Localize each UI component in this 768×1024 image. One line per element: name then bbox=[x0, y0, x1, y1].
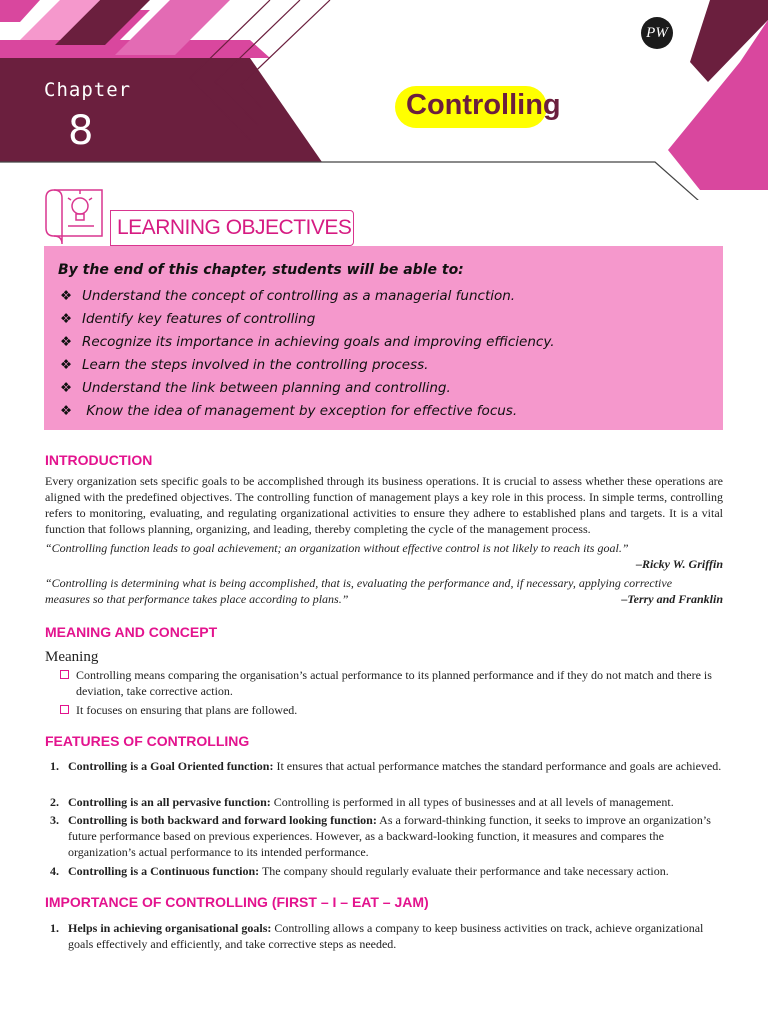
objective-item: ❖ Recognize its importance in achieving goals and improving efficiency. bbox=[60, 334, 555, 350]
chapter-number: 8 bbox=[68, 108, 94, 154]
objective-item: ❖ Understand the link between planning and controlling. bbox=[60, 380, 451, 396]
chapter-label: Chapter bbox=[44, 79, 132, 101]
terry-quote-line1: “Controlling is determining what is being accomplished, that is, evaluating the performance and, if necessary, applying corrective bbox=[45, 576, 673, 590]
diamond-bullet-icon: ❖ bbox=[60, 311, 73, 327]
feature-item: 2. Controlling is an all pervasive function: Controlling is performed in all types of businesses and at all levels of management. bbox=[50, 795, 674, 809]
chapter-title: Controlling bbox=[406, 89, 561, 121]
feature-item: 3. Controlling is both backward and forward looking function: As a forward-thinking function, it seeks to improve an organization’s future performance based on previous experiences. However, as a backward-looking function, it measures and compares the organization’s actual performance to its intended performance. bbox=[50, 813, 711, 859]
objectives-intro: By the end of this chapter, students will be able to: bbox=[58, 262, 464, 278]
objective-item: ❖ Learn the steps involved in the controlling process. bbox=[60, 357, 429, 373]
griffin-quote: “Controlling function leads to goal achievement; an organization without effective control is not likely to reach its goal.” bbox=[45, 541, 629, 555]
page-frame bbox=[0, 162, 768, 200]
objective-item: ❖ Identify key features of controlling bbox=[60, 311, 316, 327]
features-heading: FEATURES OF CONTROLLING bbox=[45, 733, 250, 749]
diamond-bullet-icon: ❖ bbox=[60, 380, 73, 396]
pink-tab bbox=[0, 0, 40, 22]
feature-item: 4. Controlling is a Continuous function: The company should regularly evaluate their performance and take necessary action. bbox=[50, 864, 669, 878]
square-bullet-icon bbox=[60, 670, 69, 679]
meaning-heading: MEANING AND CONCEPT bbox=[45, 624, 218, 640]
griffin-attribution: –Ricky W. Griffin bbox=[635, 557, 723, 571]
meaning-subheading: Meaning bbox=[45, 649, 99, 665]
diamond-bullet-icon: ❖ bbox=[60, 334, 73, 350]
meaning-bullet: It focuses on ensuring that plans are followed. bbox=[60, 702, 723, 718]
objective-item: ❖ Understand the concept of controlling as a managerial function. bbox=[60, 288, 516, 304]
objectives-heading: LEARNING OBJECTIVES bbox=[117, 216, 352, 239]
maroon-banner bbox=[0, 58, 322, 162]
diamond-bullet-icon: ❖ bbox=[60, 288, 73, 304]
introduction-heading: INTRODUCTION bbox=[45, 452, 153, 468]
importance-heading: IMPORTANCE OF CONTROLLING (FIRST – I – EAT – JAM) bbox=[45, 894, 429, 910]
bulb-scroll-icon bbox=[42, 184, 112, 248]
diamond-bullet-icon: ❖ bbox=[60, 357, 73, 373]
feature-item: 1. Controlling is a Goal Oriented function: It ensures that actual performance matches the standard performance and goals are achieved. bbox=[50, 759, 722, 773]
terry-quote-line2: measures so that performance takes place according to plans.” bbox=[45, 592, 349, 606]
objective-item: ❖ Know the idea of management by exception for effective focus. bbox=[60, 403, 518, 419]
meaning-bullet: Controlling means comparing the organisation’s actual performance to its planned performance and if they do not match and there is deviation, take corrective action. bbox=[60, 667, 723, 699]
importance-item: 1. Helps in achieving organisational goals: Controlling allows a company to keep business activities on track, achieve organizational goals effectively and efficiently, and take corrective steps as needed. bbox=[50, 921, 704, 951]
diamond-bullet-icon: ❖ bbox=[60, 403, 73, 419]
introduction-paragraph: Every organization sets specific goals to be accomplished through its business operations. It is crucial to assess whether these operations are aligned with the predefined objectives. The controlling function of management plays a key role in this process. In simple terms, controlling refers to monitoring, evaluating, and regulating organizational activities to ensure they adhere to established plans and targets. It is a vital function that follows planning, organizing, and leading, thereby completing the cycle of the management process. bbox=[45, 474, 723, 536]
terry-attribution: –Terry and Franklin bbox=[621, 592, 723, 606]
objectives-heading-box bbox=[110, 210, 354, 246]
square-bullet-icon bbox=[60, 705, 69, 714]
pw-logo: PW bbox=[641, 17, 673, 49]
